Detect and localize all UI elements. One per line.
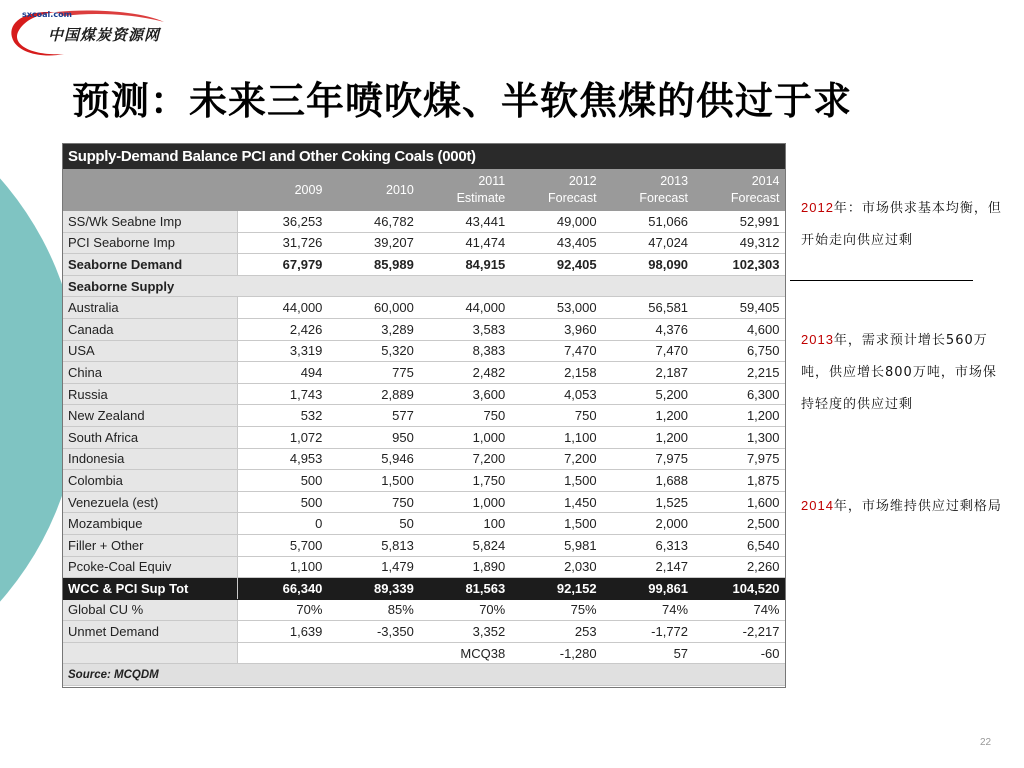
table-cell: 104,520 — [694, 578, 785, 600]
table-cell: 59,405 — [694, 297, 785, 319]
note-divider — [790, 280, 973, 281]
table-cell: 1,450 — [511, 491, 602, 513]
table-cell: -1,280 — [511, 642, 602, 664]
table-cell: 1,500 — [511, 513, 602, 535]
note-text: 年，需求预计增长560万吨，供应增长800万吨，市场保持轻度的供应过剩 — [801, 333, 997, 412]
table-cell: 500 — [237, 470, 328, 492]
table-cell: 750 — [511, 405, 602, 427]
column-subtitle: Forecast — [730, 191, 780, 205]
table-cell: 100 — [420, 513, 511, 535]
table-cell: 4,376 — [603, 318, 694, 340]
row-label: Unmet Demand — [62, 621, 237, 643]
table-cell: 1,000 — [420, 491, 511, 513]
table-cell: 50 — [328, 513, 419, 535]
table-row — [62, 405, 786, 427]
table-cell: 85,989 — [328, 254, 419, 276]
table-row — [62, 599, 786, 621]
column-year: 2013 — [660, 174, 689, 188]
table-cell: 532 — [237, 405, 328, 427]
note-2012 — [801, 192, 1006, 257]
table-cell: 6,750 — [694, 340, 785, 362]
table-cell: 46,782 — [328, 211, 419, 232]
logo — [4, 4, 174, 60]
table-title: Supply-Demand Balance PCI and Other Coking Coals (000t) — [62, 143, 786, 169]
row-label: WCC & PCI Sup Tot — [62, 578, 237, 600]
note-year: 2012 — [801, 200, 834, 215]
column-year: 2014 — [751, 174, 780, 188]
table-row — [62, 534, 786, 556]
table-header-row — [62, 169, 786, 211]
table-cell: 41,474 — [420, 232, 511, 254]
table-cell: 1,890 — [420, 556, 511, 578]
table-row — [62, 232, 786, 254]
table-cell: 67,979 — [237, 254, 328, 276]
table-cell: 47,024 — [603, 232, 694, 254]
table-cell: -2,217 — [694, 621, 785, 643]
table-row — [62, 362, 786, 384]
table-row — [62, 621, 786, 643]
table-cell: 75% — [511, 599, 602, 621]
table-cell: 49,000 — [511, 211, 602, 232]
table-cell: 43,441 — [420, 211, 511, 232]
table-cell: 0 — [237, 513, 328, 535]
row-label: Indonesia — [62, 448, 237, 470]
table-cell: 2,482 — [420, 362, 511, 384]
table-cell: 39,207 — [328, 232, 419, 254]
table-cell: 1,000 — [420, 426, 511, 448]
header-blank — [62, 169, 237, 211]
table-row — [62, 297, 786, 319]
table-cell: 2,158 — [511, 362, 602, 384]
table-cell: 5,946 — [328, 448, 419, 470]
column-year: 2011 — [478, 174, 506, 188]
table-cell: 31,726 — [237, 232, 328, 254]
table-cell: 74% — [603, 599, 694, 621]
table-cell: 1,639 — [237, 621, 328, 643]
table-cell: 1,200 — [603, 405, 694, 427]
table-cell: -60 — [694, 642, 785, 664]
table-row — [62, 448, 786, 470]
table-cell: 66,340 — [237, 578, 328, 600]
table-cell: 49,312 — [694, 232, 785, 254]
table-cell: 2,426 — [237, 318, 328, 340]
table-cell: 74% — [694, 599, 785, 621]
table-cell: 7,470 — [511, 340, 602, 362]
note-text: 年，市场维持供应过剩格局 — [833, 499, 1002, 514]
column-year: 2009 — [294, 182, 323, 197]
column-header — [694, 169, 785, 211]
table-cell: 1,100 — [511, 426, 602, 448]
logo-url: sxcoal.com — [22, 10, 72, 19]
table-row — [62, 578, 786, 600]
table-cell: 1,525 — [603, 491, 694, 513]
table-cell: 7,470 — [603, 340, 694, 362]
row-label: South Africa — [62, 426, 237, 448]
row-label: Pcoke-Coal Equiv — [62, 556, 237, 578]
table-cell: 1,743 — [237, 383, 328, 405]
table-cell: 750 — [420, 405, 511, 427]
column-header — [328, 169, 419, 211]
table-row — [62, 470, 786, 492]
table-cell: 6,313 — [603, 534, 694, 556]
row-label: China — [62, 362, 237, 384]
table-cell: 4,953 — [237, 448, 328, 470]
table-cell: 3,583 — [420, 318, 511, 340]
table-cell: 7,975 — [603, 448, 694, 470]
table-cell: 53,000 — [511, 297, 602, 319]
table-cell: 2,030 — [511, 556, 602, 578]
page-number: 22 — [980, 737, 992, 748]
table-cell: 99,861 — [603, 578, 694, 600]
table-row — [62, 383, 786, 405]
table-cell: 84,915 — [420, 254, 511, 276]
row-label — [62, 642, 237, 664]
table-cell: 2,000 — [603, 513, 694, 535]
supply-demand-table — [62, 143, 786, 686]
table-row — [62, 340, 786, 362]
table-cell: 6,300 — [694, 383, 785, 405]
table-cell: 2,889 — [328, 383, 419, 405]
note-text: 年：市场供求基本均衡，但开始走向供应过剩 — [801, 201, 1002, 248]
table-cell: 500 — [237, 491, 328, 513]
table-cell: 5,981 — [511, 534, 602, 556]
table-cell: 4,600 — [694, 318, 785, 340]
table-row — [62, 664, 786, 686]
row-label: USA — [62, 340, 237, 362]
table-cell: 56,581 — [603, 297, 694, 319]
table-cell: 775 — [328, 362, 419, 384]
table-cell: 577 — [328, 405, 419, 427]
table-cell: 85% — [328, 599, 419, 621]
table-cell: 44,000 — [420, 297, 511, 319]
row-label: Canada — [62, 318, 237, 340]
column-subtitle: Estimate — [456, 191, 506, 205]
row-label: PCI Seaborne Imp — [62, 232, 237, 254]
section-label: Seaborne Supply — [62, 275, 786, 297]
table-cell: 950 — [328, 426, 419, 448]
table-cell: 2,215 — [694, 362, 785, 384]
table-cell: 5,700 — [237, 534, 328, 556]
logo-name: 中国煤炭资源网 — [48, 26, 161, 44]
table-cell: 7,200 — [511, 448, 602, 470]
table-cell: 2,147 — [603, 556, 694, 578]
table-cell: 7,200 — [420, 448, 511, 470]
table-cell: 8,383 — [420, 340, 511, 362]
column-subtitle: Forecast — [639, 191, 689, 205]
table-cell: 1,688 — [603, 470, 694, 492]
column-header — [603, 169, 694, 211]
table-cell: 3,289 — [328, 318, 419, 340]
table-cell: 89,339 — [328, 578, 419, 600]
column-year: 2012 — [568, 174, 597, 188]
column-subtitle: Forecast — [547, 191, 597, 205]
table-source: Source: MCQDM — [62, 664, 786, 686]
table-cell: 4,053 — [511, 383, 602, 405]
table-cell: 5,320 — [328, 340, 419, 362]
table-cell: 2,187 — [603, 362, 694, 384]
table-cell: 7,975 — [694, 448, 785, 470]
row-label: Venezuela (est) — [62, 491, 237, 513]
table-cell: 5,824 — [420, 534, 511, 556]
row-label: Colombia — [62, 470, 237, 492]
table-cell — [328, 642, 419, 664]
table-cell: 750 — [328, 491, 419, 513]
column-header — [420, 169, 511, 211]
table-cell: 92,152 — [511, 578, 602, 600]
table-cell: 494 — [237, 362, 328, 384]
table-cell: 51,066 — [603, 211, 694, 232]
table-cell: 1,100 — [237, 556, 328, 578]
table-cell: 1,875 — [694, 470, 785, 492]
column-header — [511, 169, 602, 211]
table-cell: 1,200 — [694, 405, 785, 427]
table-cell: 57 — [603, 642, 694, 664]
table-cell: 2,260 — [694, 556, 785, 578]
table-cell: 52,991 — [694, 211, 785, 232]
note-2014 — [801, 490, 1006, 523]
row-label: New Zealand — [62, 405, 237, 427]
table-cell: 253 — [511, 621, 602, 643]
table-cell: 1,750 — [420, 470, 511, 492]
table-cell: 3,600 — [420, 383, 511, 405]
table-cell: MCQ38 — [420, 642, 511, 664]
row-label: Global CU % — [62, 599, 237, 621]
table-row — [62, 491, 786, 513]
table-cell: 1,300 — [694, 426, 785, 448]
table-cell: 44,000 — [237, 297, 328, 319]
table-cell: 60,000 — [328, 297, 419, 319]
row-label: SS/Wk Seabne Imp — [62, 211, 237, 232]
note-year: 2014 — [801, 498, 834, 513]
table-cell: 5,813 — [328, 534, 419, 556]
table-cell: -1,772 — [603, 621, 694, 643]
table-cell: 1,072 — [237, 426, 328, 448]
slide-title: 预测：未来三年喷吹煤、半软焦煤的供过于求 — [72, 79, 853, 123]
table-cell: 92,405 — [511, 254, 602, 276]
table-cell: 3,352 — [420, 621, 511, 643]
table-cell: 70% — [237, 599, 328, 621]
table-cell: 1,600 — [694, 491, 785, 513]
column-year: 2010 — [386, 182, 414, 197]
table-cell: 1,500 — [511, 470, 602, 492]
table-cell — [237, 642, 328, 664]
table-cell: 1,500 — [328, 470, 419, 492]
table-cell: 81,563 — [420, 578, 511, 600]
table-cell: 43,405 — [511, 232, 602, 254]
row-label: Russia — [62, 383, 237, 405]
table-cell: 1,479 — [328, 556, 419, 578]
table-row — [62, 254, 786, 276]
table-row — [62, 642, 786, 664]
column-header — [237, 169, 328, 211]
table-cell: 6,540 — [694, 534, 785, 556]
note-year: 2013 — [801, 332, 834, 347]
table-cell: 1,200 — [603, 426, 694, 448]
table-row — [62, 275, 786, 297]
row-label: Filler + Other — [62, 534, 237, 556]
table-row — [62, 556, 786, 578]
table-row — [62, 211, 786, 232]
table-row — [62, 513, 786, 535]
row-label: Mozambique — [62, 513, 237, 535]
table-cell: -3,350 — [328, 621, 419, 643]
row-label: Seaborne Demand — [62, 254, 237, 276]
table-cell: 2,500 — [694, 513, 785, 535]
table-cell: 98,090 — [603, 254, 694, 276]
table-row — [62, 318, 786, 340]
table-cell: 102,303 — [694, 254, 785, 276]
table-row — [62, 426, 786, 448]
note-2013 — [801, 324, 1006, 421]
table-cell: 3,319 — [237, 340, 328, 362]
table-cell: 3,960 — [511, 318, 602, 340]
row-label: Australia — [62, 297, 237, 319]
table-cell: 70% — [420, 599, 511, 621]
table-cell: 36,253 — [237, 211, 328, 232]
table-cell: 5,200 — [603, 383, 694, 405]
